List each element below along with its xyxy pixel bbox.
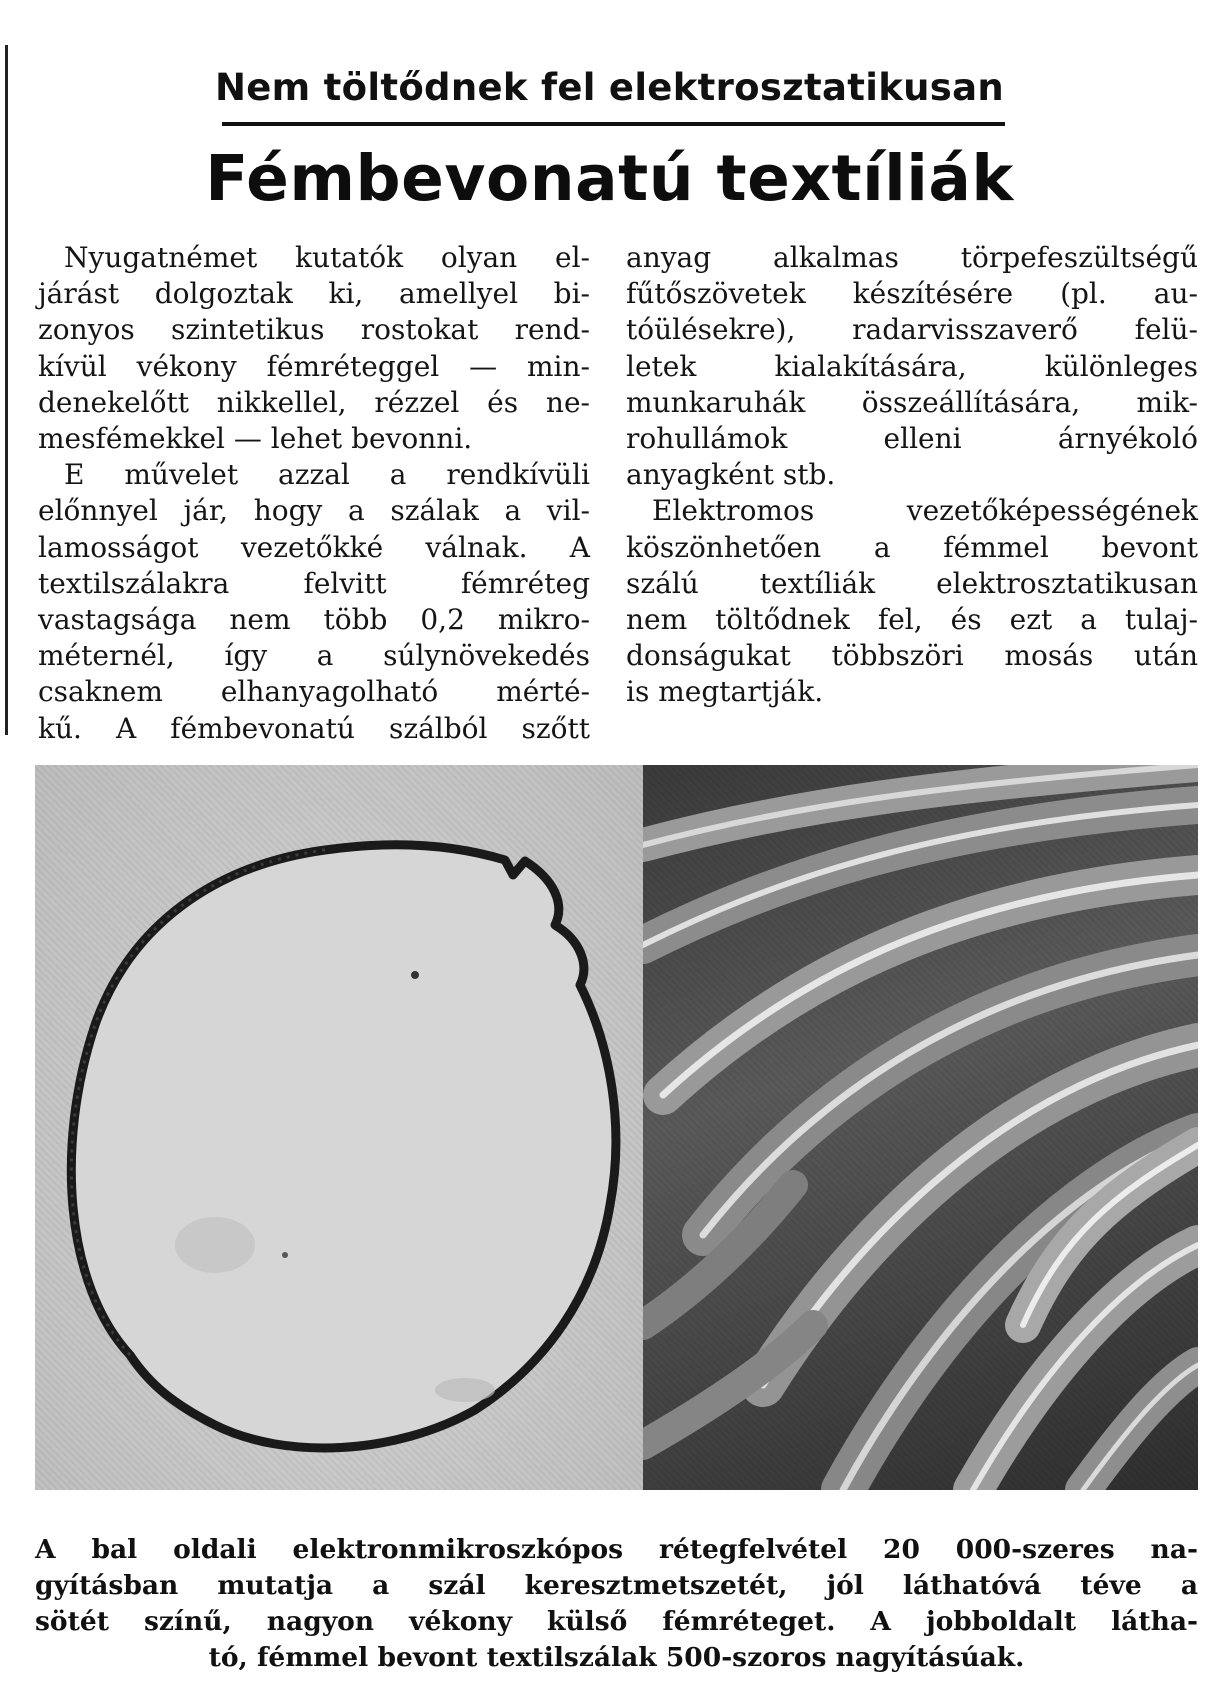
text-line: előnnyel jár, hogy a szálak a vil-	[38, 494, 590, 528]
caption-line: A bal oldali elektronmikroszkópos rétegfelvétel 20 000-szeres na-	[35, 1534, 1198, 1565]
left-text-column	[38, 240, 590, 747]
fibers-illustration	[643, 765, 1198, 1490]
text-line: denekelőtt nikkellel, rézzel és ne-	[38, 385, 590, 419]
text-line: munkaruhák összeállítására, mik-	[626, 385, 1198, 419]
caption-line: sötét színű, nagyon vékony külső fémréteget. A jobboldalt látha-	[35, 1606, 1198, 1637]
text-line: csaknem elhanyagolható mérté-	[38, 675, 590, 709]
text-line: kívül vékony fémréteggel — min-	[38, 349, 590, 383]
text-line: anyagként stb.	[626, 458, 836, 492]
text-line: is megtartják.	[626, 675, 824, 709]
text-line: lamosságot vezetőkké válnak. A	[38, 530, 590, 564]
text-line: rohullámok elleni árnyékoló	[626, 422, 1198, 456]
text-line: zonyos szintetikus rostokat rend-	[38, 313, 590, 347]
text-line: textilszálakra felvitt fémréteg	[38, 566, 590, 600]
text-line: tóülésekre), radarvisszaverő felü-	[626, 313, 1198, 347]
text-line: E művelet azzal a rendkívüli	[64, 458, 590, 492]
coated-fibers-photo	[643, 765, 1198, 1490]
caption-line: tó, fémmel bevont textilszálak 500-szoros nagyításúak.	[208, 1642, 1025, 1673]
headline: Fémbevonatú textíliák	[205, 142, 1014, 215]
right-text-column	[626, 240, 1198, 711]
photo-caption	[35, 1532, 1198, 1676]
text-line: kű. A fémbevonatú szálból szőtt	[38, 711, 590, 745]
kicker-underline	[222, 122, 1005, 126]
text-line: Nyugatnémet kutatók olyan el-	[64, 241, 590, 274]
text-line: fűtőszövetek készítésére (pl. au-	[626, 277, 1198, 311]
cross-section-illustration	[35, 765, 643, 1490]
text-line: szálú textíliák elektrosztatikusan	[626, 566, 1198, 600]
photo-pair	[35, 765, 1198, 1490]
text-line: anyag alkalmas törpefeszültségű	[626, 241, 1198, 274]
text-line: köszönhetően a fémmel bevont	[626, 530, 1198, 564]
text-line: járást dolgoztak ki, amellyel bi-	[38, 277, 590, 311]
text-line: vastagsága nem több 0,2 mikro-	[38, 603, 590, 637]
text-line: méternél, így a súlynövekedés	[38, 639, 590, 673]
text-line: letek kialakítására, különleges	[626, 349, 1198, 383]
fiber-cross-section-photo	[35, 765, 643, 1490]
caption-line: gyításban mutatja a szál keresztmetszetét, jól láthatóvá téve a	[35, 1570, 1198, 1601]
text-line: nem töltődnek fel, és ezt a tulaj-	[626, 603, 1198, 637]
text-line: Elektromos vezetőképességének	[652, 494, 1198, 528]
text-line: mesfémekkel — lehet bevonni.	[38, 422, 473, 456]
text-line: donságukat többszöri mosás után	[626, 639, 1198, 673]
kicker-title: Nem töltődnek fel elektrosztatikusan	[214, 66, 1005, 109]
